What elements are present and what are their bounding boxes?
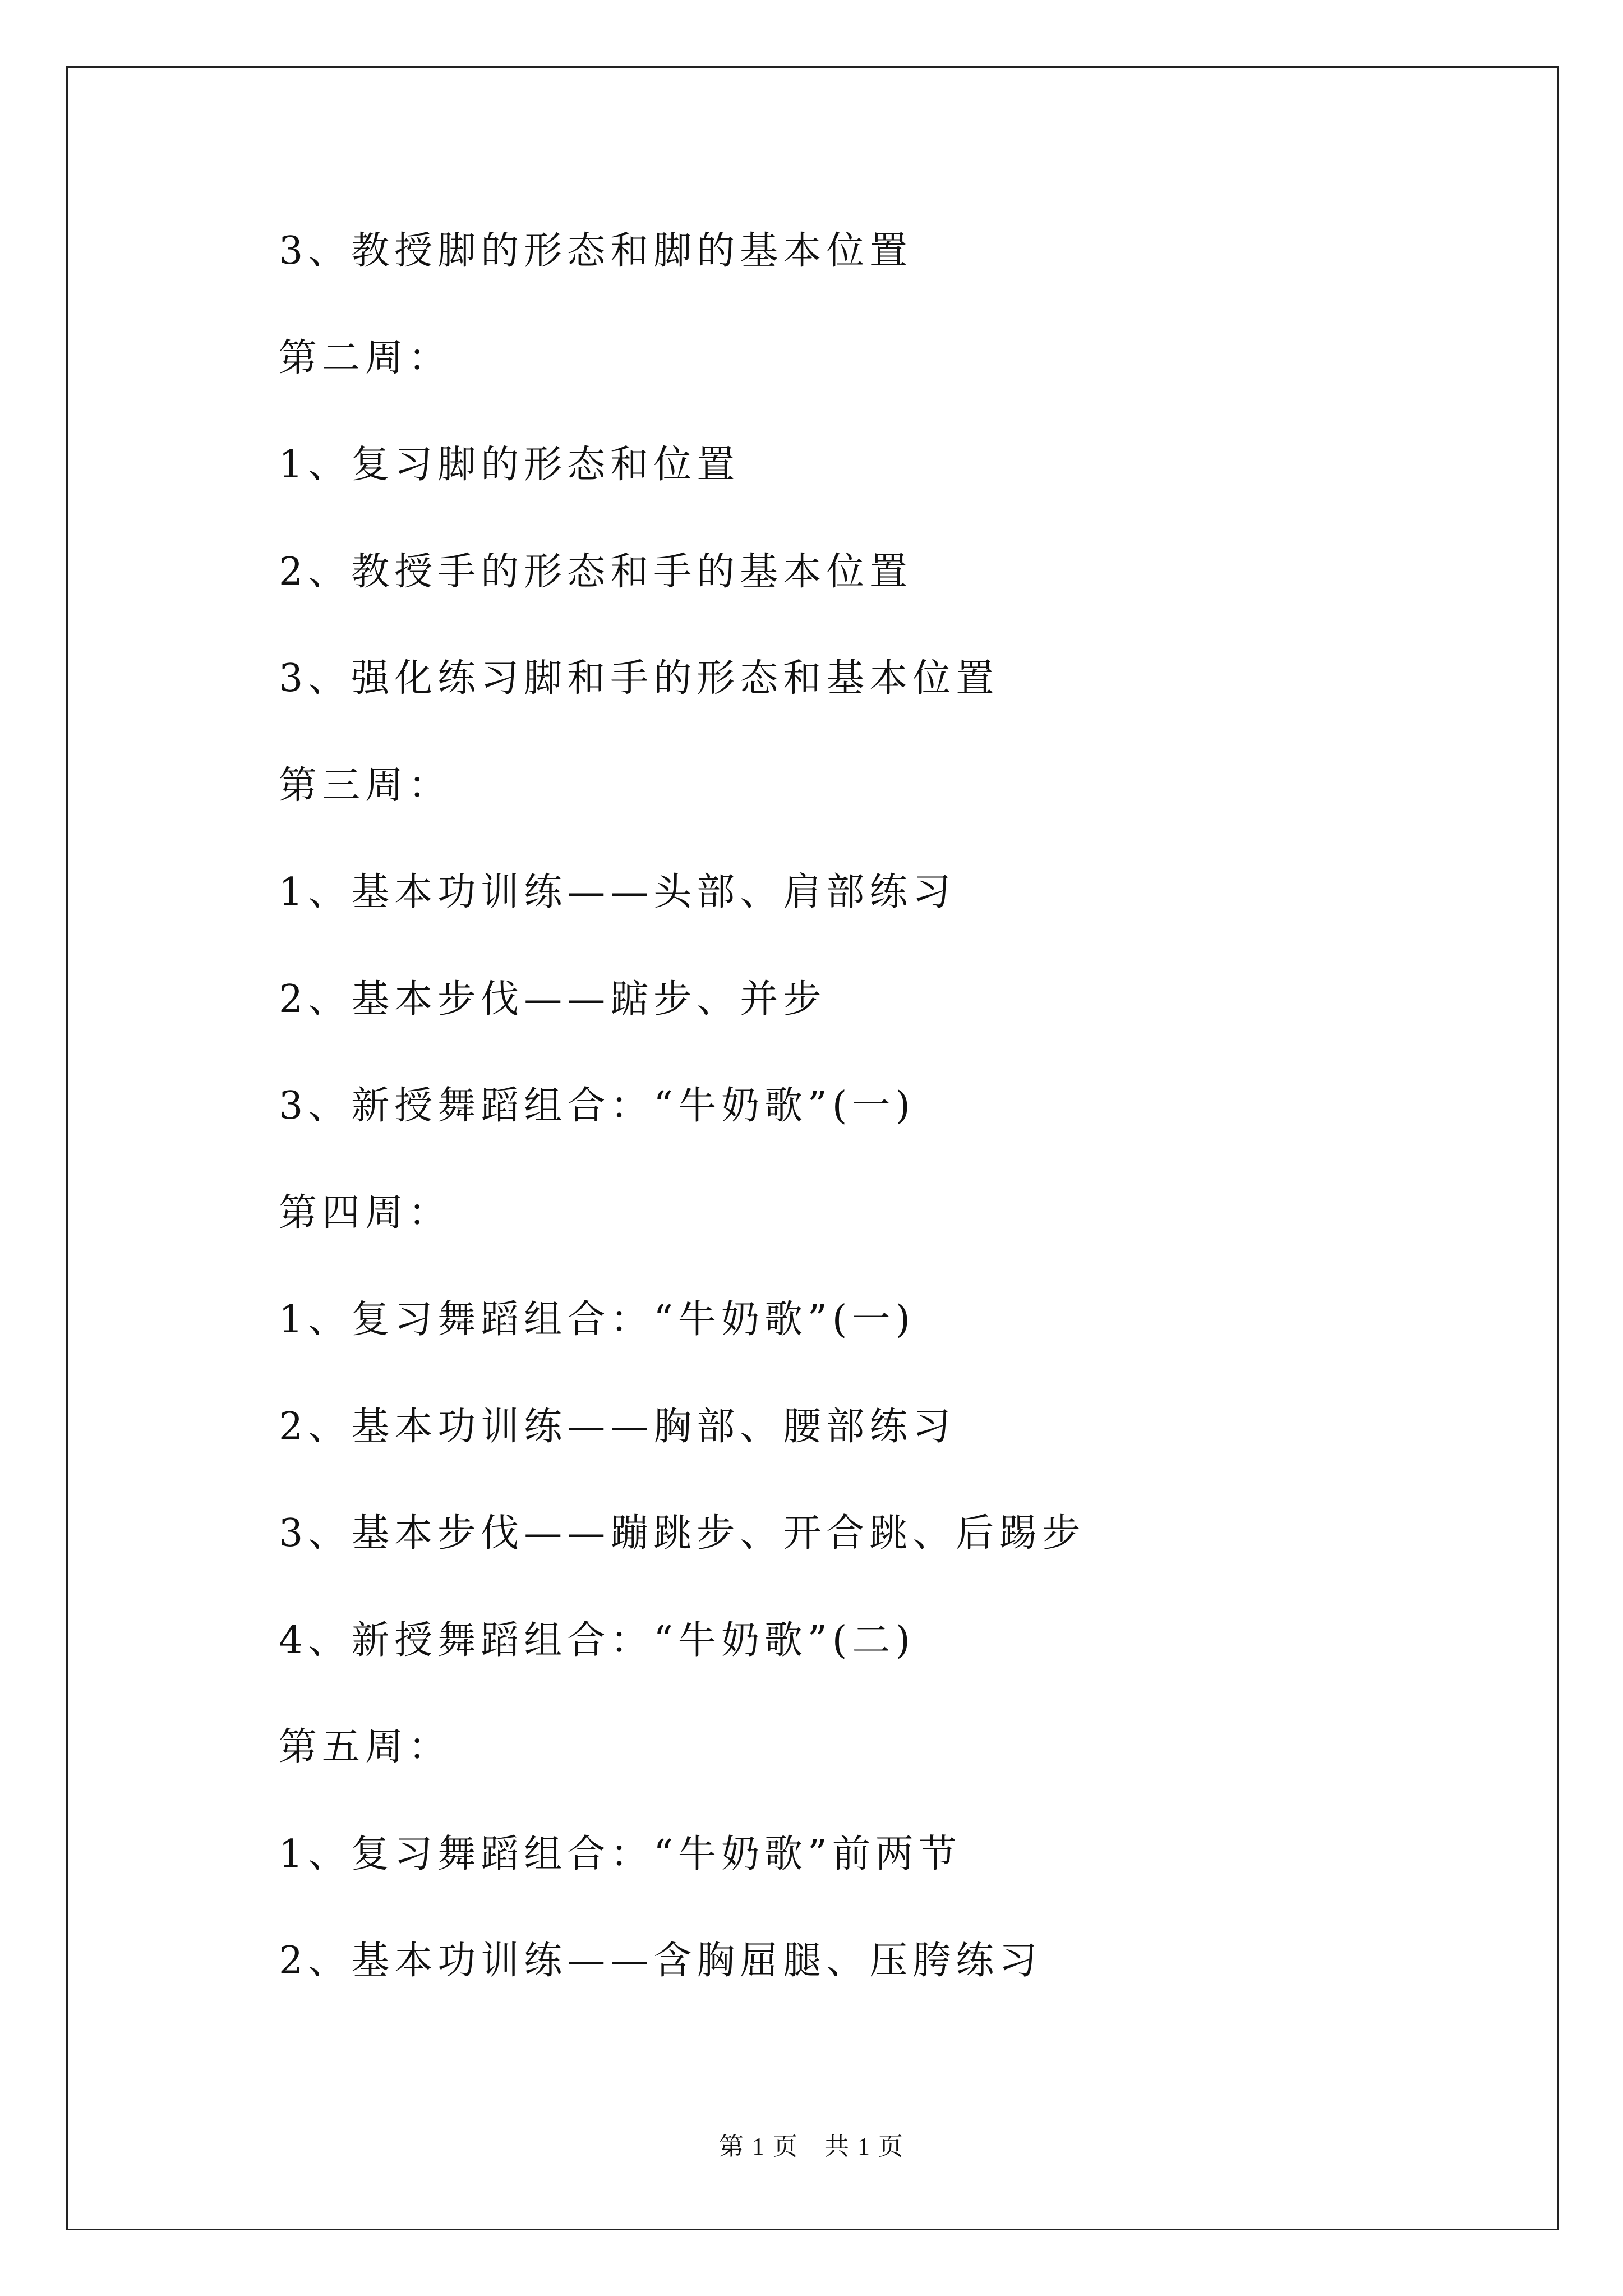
text-line: 1、复习舞蹈组合：“牛奶歌”前两节 <box>279 1832 962 1876</box>
week-heading: 第三周： <box>279 763 452 808</box>
text-line: 3、新授舞蹈组合：“牛奶歌”(一) <box>279 1084 915 1128</box>
text-line: 4、新授舞蹈组合：“牛奶歌”(二) <box>279 1618 915 1663</box>
text-line: 2、基本步伐——踮步、并步 <box>279 977 827 1022</box>
text-line: 1、复习舞蹈组合：“牛奶歌”(一) <box>279 1297 915 1342</box>
week-heading: 第二周： <box>279 335 452 380</box>
text-line: 3、教授脚的形态和脚的基本位置 <box>279 229 913 273</box>
document-body <box>279 218 1456 2035</box>
week-heading: 第四周： <box>279 1190 452 1235</box>
week-heading: 第五周： <box>279 1725 452 1769</box>
text-line: 1、基本功训练——头部、肩部练习 <box>279 870 956 914</box>
text-line: 2、教授手的形态和手的基本位置 <box>279 549 913 594</box>
text-line: 2、基本功训练——胸部、腰部练习 <box>279 1404 956 1449</box>
text-line: 3、基本步伐——蹦跳步、开合跳、后踢步 <box>279 1511 1086 1556</box>
text-line: 3、强化练习脚和手的形态和基本位置 <box>279 656 999 701</box>
page-number-footer: 第 1 页 共 1 页 <box>719 2133 904 2160</box>
text-line: 2、基本功训练——含胸屈腿、压胯练习 <box>279 1939 1043 1983</box>
text-line: 1、复习脚的形态和位置 <box>279 443 740 487</box>
